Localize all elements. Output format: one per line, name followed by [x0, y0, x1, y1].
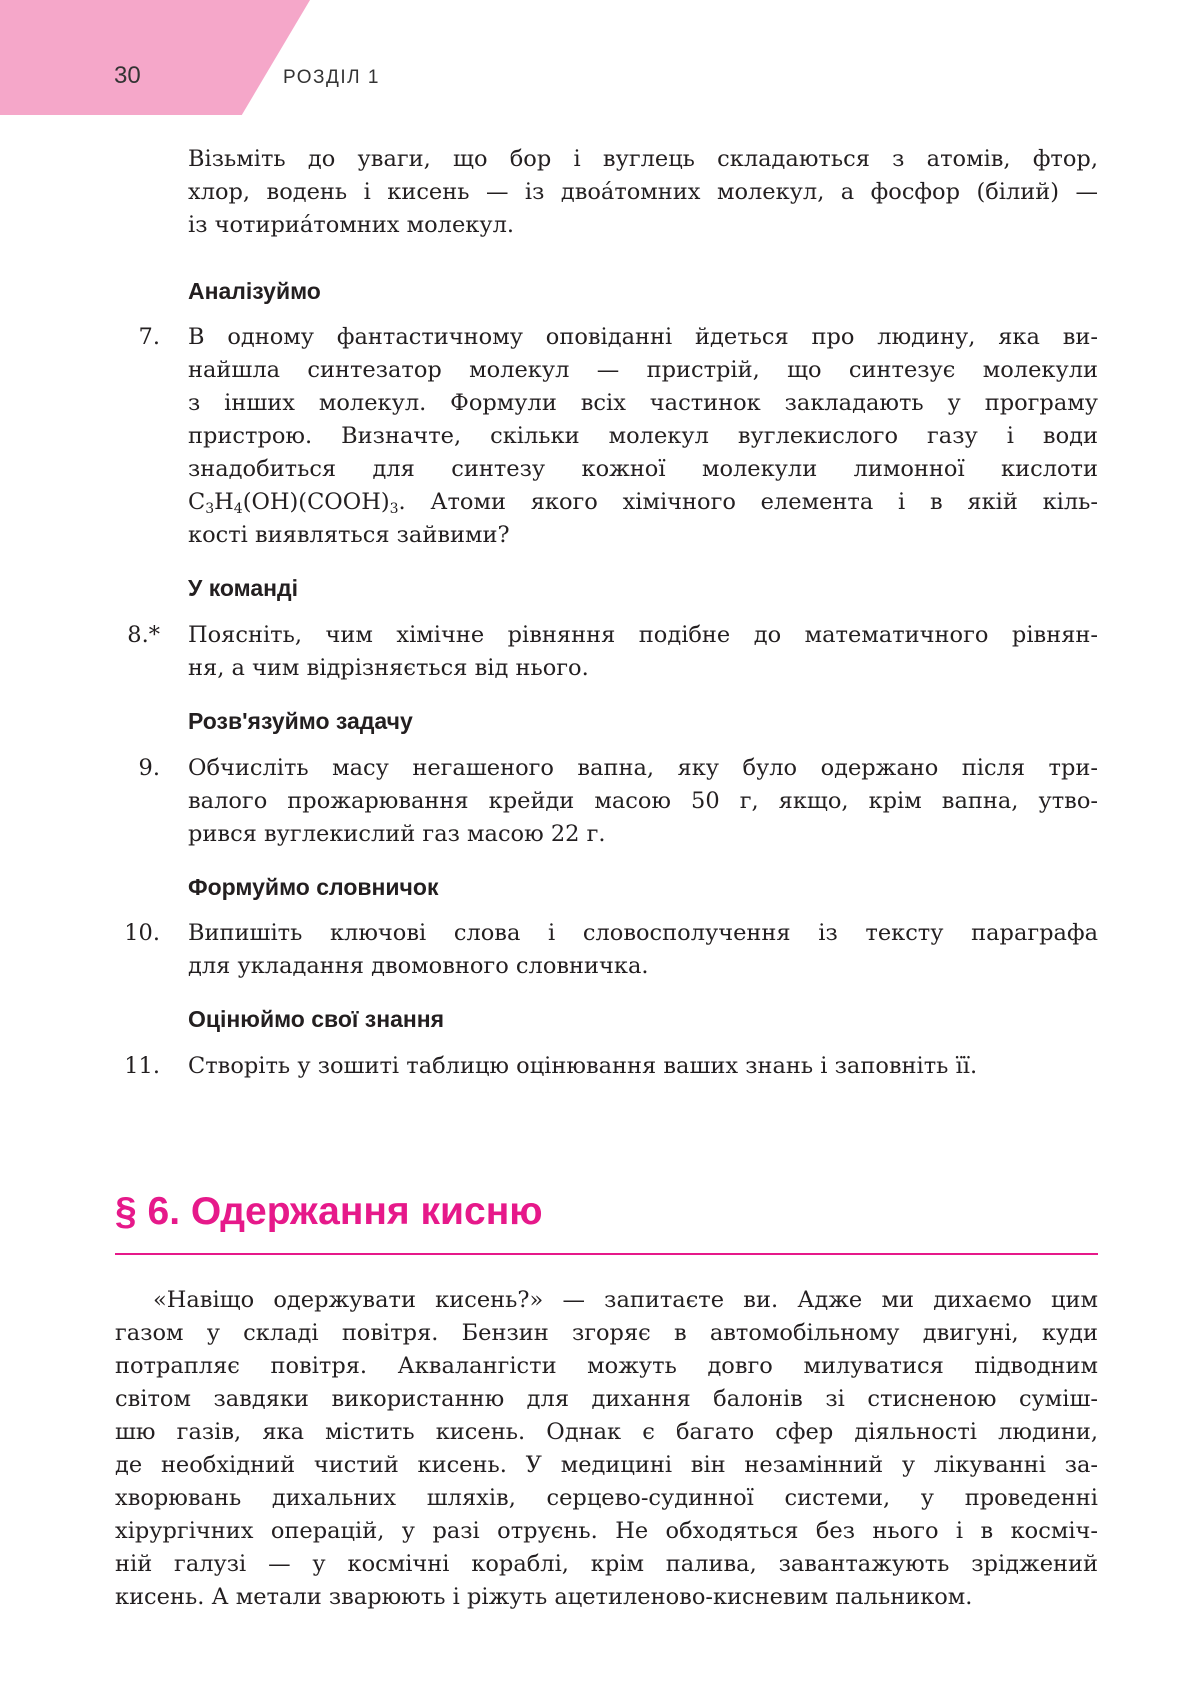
header-band [0, 0, 310, 115]
task-line: кості виявляться зайвими? [188, 522, 510, 548]
task-number-9: 9. [138, 755, 160, 781]
intro-line: Візьміть до уваги, що бор і вуглець складаються з атомів, фтор, [188, 146, 1098, 172]
task-number-11: 11. [124, 1053, 160, 1079]
body-line: «Навіщо одержувати кисень?» — запитаєте ви. Адже ми дихаємо цим [153, 1287, 1098, 1313]
formula-c-sub: 3 [205, 501, 215, 517]
formula-c: C [188, 489, 206, 515]
task-number-7: 7. [138, 324, 160, 350]
formula-h-sub: 4 [233, 501, 243, 517]
body-line: кисень. А метали зварюють і ріжуть ацетиленово-кисневим пальником. [115, 1584, 973, 1610]
intro-note [188, 143, 1098, 242]
task-line: для укладання двомовного словничка. [188, 953, 649, 979]
task-line: Випишіть ключові слова і словосполучення із тексту параграфа [188, 920, 1098, 946]
body-line: ній галузі — у космічні кораблі, крім палива, завантажують зріджений [115, 1551, 1098, 1577]
subheading-vocabulary: Формуймо словничок [188, 874, 439, 900]
section-rule [115, 1253, 1098, 1255]
task-line: Обчисліть масу негашеного вапна, яку було одержано після три- [188, 755, 1098, 781]
formula-after: . Атоми якого хімічного елемента і в якій кіль- [398, 489, 1098, 515]
section-title: § 6. Одержання кисню [115, 1190, 543, 1233]
body-line: хірургічних операцій, у разі отруєнь. Не обходяться без нього і в косміч- [115, 1518, 1098, 1544]
subheading-assess: Оцінюймо свої знання [188, 1006, 445, 1032]
body-line: шю газів, яка містить кисень. Однак є багато сфер діяльності людини, [115, 1419, 1098, 1445]
task-10-text [188, 917, 1098, 983]
subheading-team: У команді [188, 575, 299, 601]
task-line: знадобиться для синтезу кожної молекули лимонної кислоти [188, 456, 1098, 482]
task-7-text [188, 321, 1098, 552]
task-line: Поясніть, чим хімічне рівняння подібне до математичного рівнян- [188, 622, 1098, 648]
body-line: де необхідний чистий кисень. У медицині він незамінний у лікуванні за- [115, 1452, 1098, 1478]
task-line: валого прожарювання крейди масою 50 г, якщо, крім вапна, утво- [188, 788, 1098, 814]
subheading-problem: Розв'язуймо задачу [188, 708, 413, 734]
formula-h: H [214, 489, 234, 515]
task-line: з інших молекул. Формули всіх частинок закладають у програму [188, 390, 1098, 416]
task-number-10: 10. [124, 920, 160, 946]
body-line: газом у складі повітря. Бензин згоряє в автомобільному двигуні, куди [115, 1320, 1098, 1346]
subheading-analyze: Аналізуймо [188, 278, 321, 304]
body-line: потрапляє повітря. Аквалангісти можуть довго милуватися підводним [115, 1353, 1098, 1379]
task-11-text [188, 1050, 1098, 1083]
intro-line: із чотириáтомних молекул. [188, 212, 515, 238]
task-line: Створіть у зошиті таблицю оцінювання ваших знань і заповніть її. [188, 1053, 978, 1079]
intro-line: хлор, водень і кисень — із двоáтомних молекул, а фосфор (білий) — [188, 179, 1098, 205]
task-number-8: 8.* [127, 622, 160, 648]
task-line: В одному фантастичному оповіданні йдеться про людину, яка ви- [188, 324, 1098, 350]
formula-line [188, 486, 1098, 519]
formula-end-sub: 3 [389, 501, 399, 517]
task-line: рився вуглекислий газ масою 22 г. [188, 821, 606, 847]
task-line: пристрою. Визначте, скільки молекул вуглекислого газу і води [188, 423, 1098, 449]
task-line: найшла синтезатор молекул — пристрій, що синтезує молекули [188, 357, 1098, 383]
task-line: ня, а чим відрізняється від нього. [188, 655, 589, 681]
page-number: 30 [114, 62, 141, 89]
chapter-label: РОЗДІЛ 1 [283, 67, 380, 88]
task-8-text [188, 619, 1098, 685]
body-line: світом завдяки використанню для дихання балонів зі стисненою суміш- [115, 1386, 1098, 1412]
task-9-text [188, 752, 1098, 851]
formula-mid: (OH)(COOH) [242, 489, 390, 515]
body-line: хворювань дихальних шляхів, серцево-судинної системи, у проведенні [115, 1485, 1098, 1511]
section-body [115, 1284, 1098, 1614]
